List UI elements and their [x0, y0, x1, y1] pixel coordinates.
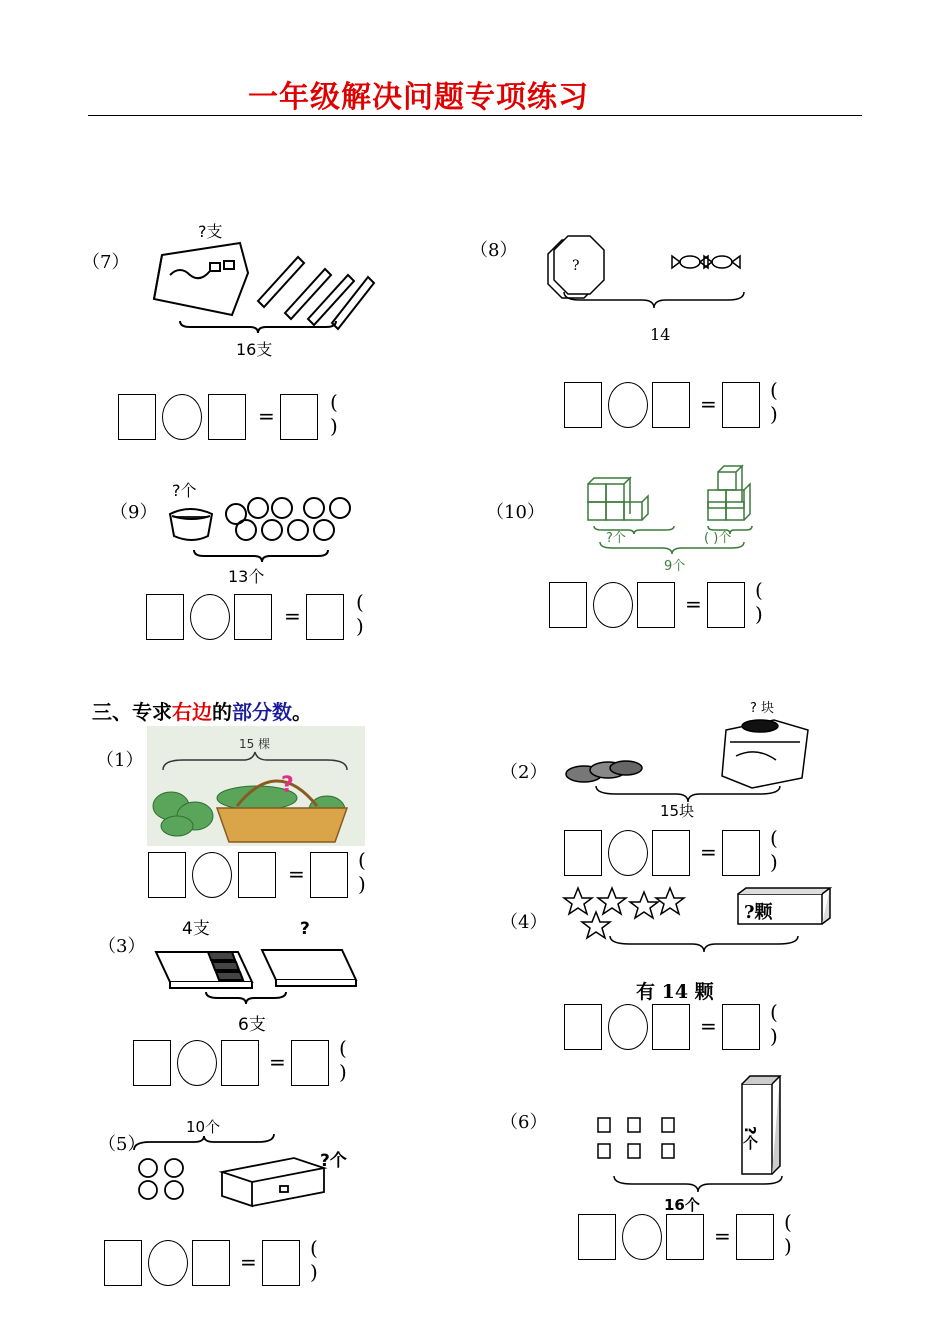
operator-circle[interactable] — [608, 382, 648, 428]
answer-box[interactable] — [146, 594, 184, 640]
s2-label: （2） — [500, 762, 548, 783]
problem-10-label: （10） — [486, 502, 545, 523]
equals-sign: = — [700, 392, 717, 416]
s1-question-mark: ? — [281, 773, 294, 798]
p10-right-text: ( )个 — [704, 531, 732, 546]
result-box[interactable] — [291, 1040, 329, 1086]
answer-box[interactable] — [118, 394, 156, 440]
result-box[interactable] — [722, 1004, 760, 1050]
answer-box[interactable] — [192, 1240, 230, 1286]
s3-picture — [150, 912, 365, 1036]
operator-circle[interactable] — [622, 1214, 662, 1260]
answer-box[interactable] — [564, 830, 602, 876]
problem-9-label: （9） — [110, 502, 158, 523]
section-3-blue: 部分数 — [232, 700, 292, 724]
equals-sign: = — [284, 604, 301, 628]
s5-picture — [130, 1110, 370, 1210]
section-3-heading — [92, 696, 312, 725]
equals-sign: = — [288, 862, 305, 886]
p9-top-text: ?个 — [172, 481, 197, 500]
equals-sign: = — [685, 592, 702, 616]
s6-picture — [580, 1070, 800, 1215]
problem-8-picture — [540, 222, 760, 352]
answer-box[interactable] — [208, 394, 246, 440]
result-box[interactable] — [707, 582, 745, 628]
s4-total-text: 有 14 颗 — [636, 981, 714, 1003]
answer-box[interactable] — [652, 830, 690, 876]
operator-circle[interactable] — [190, 594, 230, 640]
equals-sign: = — [240, 1250, 257, 1274]
p7-top-text: ?支 — [198, 222, 223, 241]
unit-blank[interactable]: ( ) — [784, 1210, 792, 1258]
page-title: 一年级解决问题专项练习 — [248, 80, 589, 115]
result-box[interactable] — [280, 394, 318, 440]
equals-sign: = — [700, 840, 717, 864]
operator-circle[interactable] — [192, 852, 232, 898]
operator-circle[interactable] — [148, 1240, 188, 1286]
unit-blank[interactable]: ( ) — [358, 848, 366, 896]
s2-total-text: 15块 — [660, 802, 695, 820]
section-3-suffix: 。 — [292, 700, 312, 724]
operator-circle[interactable] — [593, 582, 633, 628]
operator-circle[interactable] — [608, 1004, 648, 1050]
s6-total-text: 16个 — [664, 1196, 700, 1214]
s4-picture — [560, 880, 840, 1004]
p10-left-text: ?个 — [606, 531, 626, 546]
s3-total-text: 6支 — [238, 1015, 266, 1035]
unit-blank[interactable]: ( ) — [770, 826, 778, 874]
unit-blank[interactable]: ( ) — [310, 1236, 318, 1284]
problem-9-picture — [164, 478, 374, 588]
p7-total-text: 16支 — [236, 340, 273, 359]
p8-total-text: 14 — [650, 325, 671, 344]
problem-10-picture — [580, 462, 780, 578]
s5-label: （5） — [98, 1134, 146, 1155]
unit-blank[interactable]: ( ) — [356, 590, 364, 638]
section-3-red: 右边 — [172, 700, 212, 724]
unit-blank[interactable]: ( ) — [755, 578, 763, 626]
p9-total-text: 13个 — [228, 567, 265, 586]
section-3-mid: 的 — [212, 700, 232, 724]
answer-box[interactable] — [578, 1214, 616, 1260]
answer-box[interactable] — [148, 852, 186, 898]
s3-label: （3） — [98, 936, 146, 957]
equals-sign: = — [714, 1224, 731, 1248]
answer-box[interactable] — [564, 382, 602, 428]
unit-blank[interactable]: ( ) — [330, 390, 338, 438]
result-box[interactable] — [310, 852, 348, 898]
equals-sign: = — [700, 1014, 717, 1038]
unit-blank[interactable]: ( ) — [339, 1036, 347, 1084]
operator-circle[interactable] — [162, 394, 202, 440]
unit-blank[interactable]: ( ) — [770, 378, 778, 426]
result-box[interactable] — [736, 1214, 774, 1260]
s1-total-text: 15 棵 — [239, 737, 271, 751]
answer-box[interactable] — [549, 582, 587, 628]
s2-top-text: ? 块 — [750, 701, 775, 716]
s3-left-text: 4支 — [182, 919, 210, 939]
result-box[interactable] — [722, 382, 760, 428]
answer-box[interactable] — [564, 1004, 602, 1050]
s5-top-text: 10个 — [186, 1118, 221, 1136]
s5-right-text: ?个 — [320, 1151, 347, 1171]
problem-7-picture — [140, 215, 380, 365]
s6-label: （6） — [500, 1112, 548, 1133]
result-box[interactable] — [262, 1240, 300, 1286]
answer-box[interactable] — [238, 852, 276, 898]
operator-circle[interactable] — [608, 830, 648, 876]
answer-box[interactable] — [637, 582, 675, 628]
answer-box[interactable] — [666, 1214, 704, 1260]
equals-sign: = — [258, 404, 275, 428]
s3-right-text: ? — [300, 919, 310, 939]
section-3-prefix: 三、专求 — [92, 700, 172, 724]
result-box[interactable] — [722, 830, 760, 876]
result-box[interactable] — [306, 594, 344, 640]
operator-circle[interactable] — [177, 1040, 217, 1086]
equals-sign: = — [269, 1050, 286, 1074]
unit-blank[interactable]: ( ) — [770, 1000, 778, 1048]
p8-box-text: ? — [572, 258, 580, 274]
problem-8-label: （8） — [470, 240, 518, 261]
s4-label: （4） — [500, 912, 548, 933]
s6-box-text: ?个 — [741, 1126, 759, 1150]
problem-7-label: （7） — [82, 252, 130, 273]
answer-box[interactable] — [234, 594, 272, 640]
answer-box[interactable] — [104, 1240, 142, 1286]
answer-box[interactable] — [652, 382, 690, 428]
answer-box[interactable] — [133, 1040, 171, 1086]
s2-picture — [560, 696, 810, 820]
p10-total-text: 9个 — [664, 559, 686, 574]
answer-box[interactable] — [221, 1040, 259, 1086]
answer-box[interactable] — [652, 1004, 690, 1050]
s1-picture — [147, 726, 365, 846]
s1-label: （1） — [96, 750, 144, 771]
title-rule — [88, 115, 862, 116]
s4-box-text: ?颗 — [744, 902, 773, 923]
